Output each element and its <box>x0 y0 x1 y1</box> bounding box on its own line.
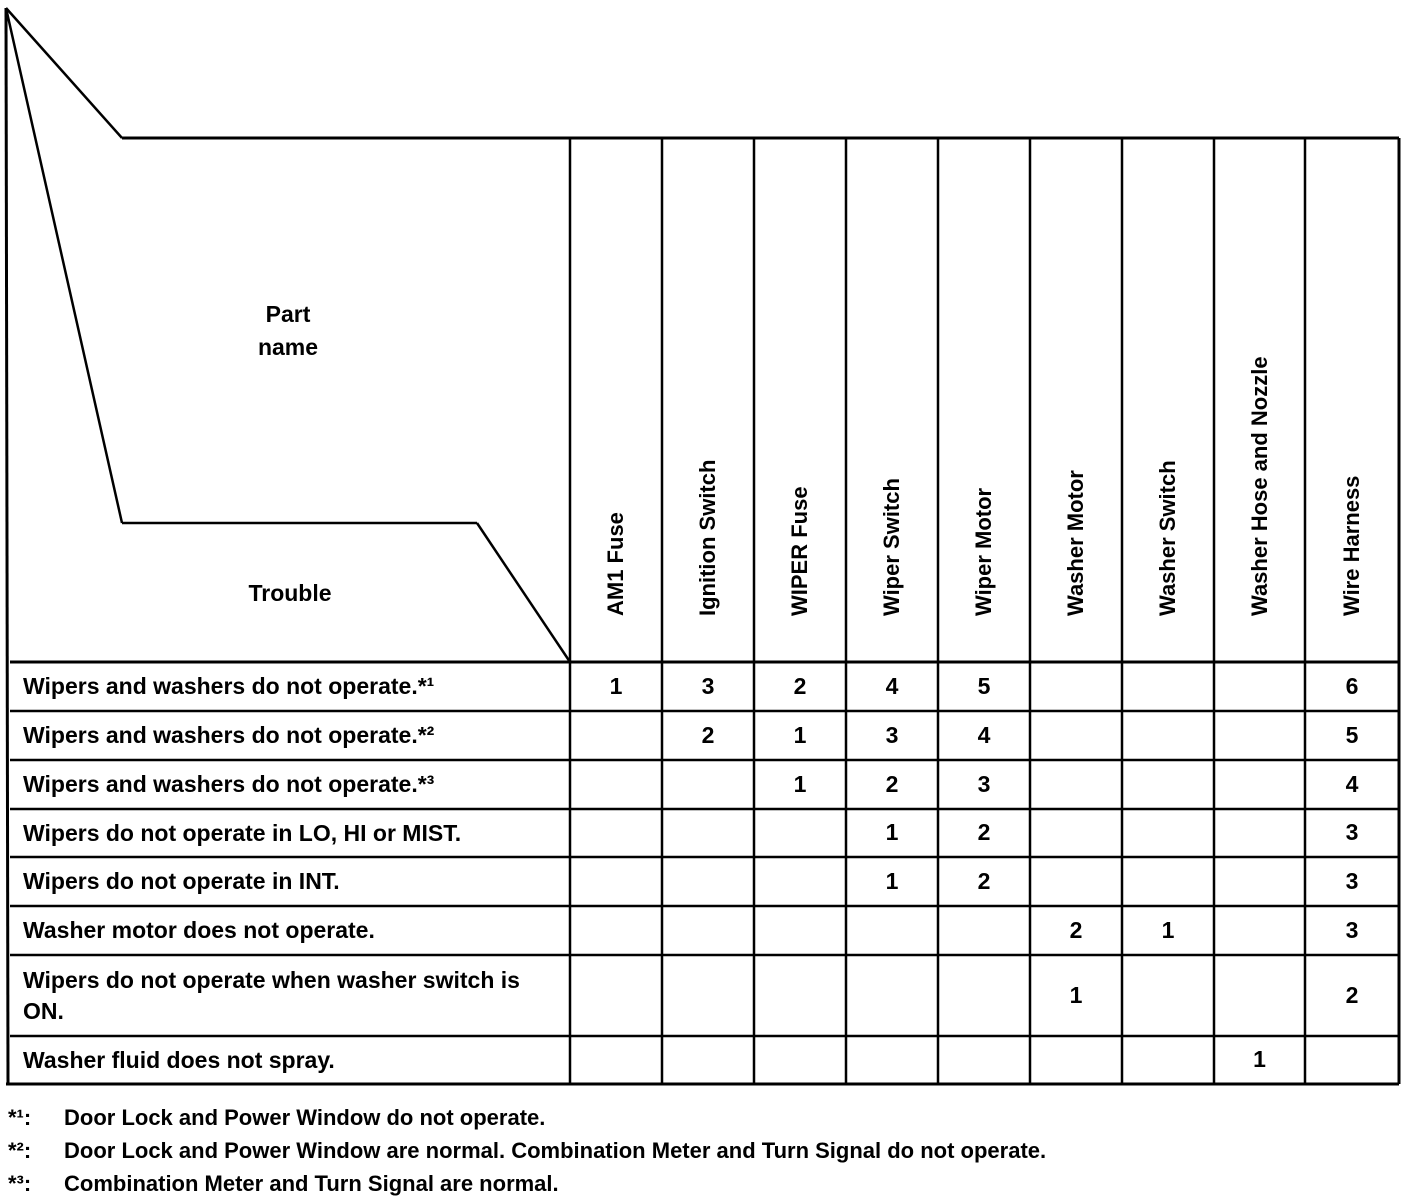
footnote-key: *¹: <box>8 1105 32 1130</box>
trouble-cell: Washer motor does not operate. <box>23 917 375 943</box>
column-header-label: Wiper Switch <box>879 478 904 616</box>
check-order-cell: 2 <box>793 672 807 699</box>
check-order-cell: 2 <box>977 819 991 845</box>
column-header-label: Washer Hose and Nozzle <box>1246 356 1272 616</box>
footnote <box>8 1138 1046 1164</box>
check-order-cell: 4 <box>1345 770 1359 797</box>
column-header-label: Ignition Switch <box>695 459 720 616</box>
part-name-label: Part name <box>257 301 319 360</box>
trouble-cell: Wipers do not operate in LO, HI or MIST. <box>23 819 462 846</box>
check-order-cell: 3 <box>977 770 991 797</box>
column-header <box>1061 182 1091 642</box>
check-order-cell: 5 <box>1345 721 1359 748</box>
footnote-text: Door Lock and Power Window are normal. Combination Meter and Turn Signal do not operate. <box>64 1138 1047 1163</box>
column-header-label: Washer Switch <box>1155 460 1180 616</box>
footnote <box>8 1171 559 1197</box>
check-order-cell: 2 <box>701 721 715 748</box>
column-header-label: AM1 Fuse <box>603 512 628 616</box>
trouble-cell: Wipers do not operate in INT. <box>23 868 340 894</box>
check-order-cell: 1 <box>609 672 623 699</box>
check-order-cell: 2 <box>977 867 991 894</box>
footnote-text: Door Lock and Power Window do not operate. <box>64 1105 546 1130</box>
check-order-cell: 1 <box>793 770 807 797</box>
footnote <box>8 1105 545 1131</box>
check-order-cell: 2 <box>1345 981 1359 1008</box>
footnote-text: Combination Meter and Turn Signal are normal. <box>64 1171 559 1196</box>
check-order-cell: 1 <box>1161 916 1175 943</box>
trouble-label: Trouble <box>248 580 332 606</box>
column-header <box>785 182 815 642</box>
header-diagonal-top <box>6 8 122 138</box>
check-order-cell: 3 <box>1345 819 1359 845</box>
footnote-key: *³: <box>8 1171 32 1196</box>
header-diagonal-bottom <box>6 8 122 523</box>
column-header <box>601 182 631 642</box>
check-order-cell: 4 <box>885 672 899 699</box>
header-diagonal-cut <box>477 523 570 662</box>
check-order-cell: 6 <box>1345 672 1359 699</box>
column-header-label: Wire Harness <box>1339 475 1364 616</box>
check-order-cell: 1 <box>1069 981 1083 1008</box>
trouble-cell: Washer fluid does not spray. <box>23 1046 335 1073</box>
check-order-cell: 1 <box>1253 1046 1266 1072</box>
column-header <box>969 182 999 642</box>
column-header-label: WIPER Fuse <box>787 486 812 616</box>
table-left-border <box>6 8 8 1085</box>
check-order-cell: 2 <box>885 770 899 797</box>
check-order-cell: 4 <box>977 721 991 748</box>
trouble-cell: Wipers do not operate when washer switch is ON. <box>23 966 520 1024</box>
column-header <box>1245 182 1275 642</box>
check-order-cell: 3 <box>1345 916 1359 943</box>
column-header <box>877 182 907 642</box>
column-header-label: Washer Motor <box>1063 470 1088 616</box>
check-order-cell: 3 <box>701 672 715 699</box>
check-order-cell: 1 <box>885 867 899 894</box>
column-header <box>693 182 723 642</box>
column-header <box>1337 182 1367 642</box>
check-order-cell: 3 <box>885 721 899 748</box>
check-order-cell: 5 <box>977 672 991 699</box>
trouble-cell: Wipers and washers do not operate.*² <box>23 722 435 748</box>
trouble-cell: Wipers and washers do not operate.*³ <box>23 771 435 797</box>
check-order-cell: 1 <box>885 819 899 845</box>
column-header <box>1153 182 1183 642</box>
trouble-cell: Wipers and washers do not operate.*¹ <box>23 673 435 699</box>
check-order-cell: 2 <box>1069 916 1083 943</box>
check-order-cell: 1 <box>793 721 807 748</box>
column-header-label: Wiper Motor <box>971 487 996 616</box>
footnote-key: *²: <box>8 1138 32 1163</box>
check-order-cell: 3 <box>1345 867 1359 894</box>
